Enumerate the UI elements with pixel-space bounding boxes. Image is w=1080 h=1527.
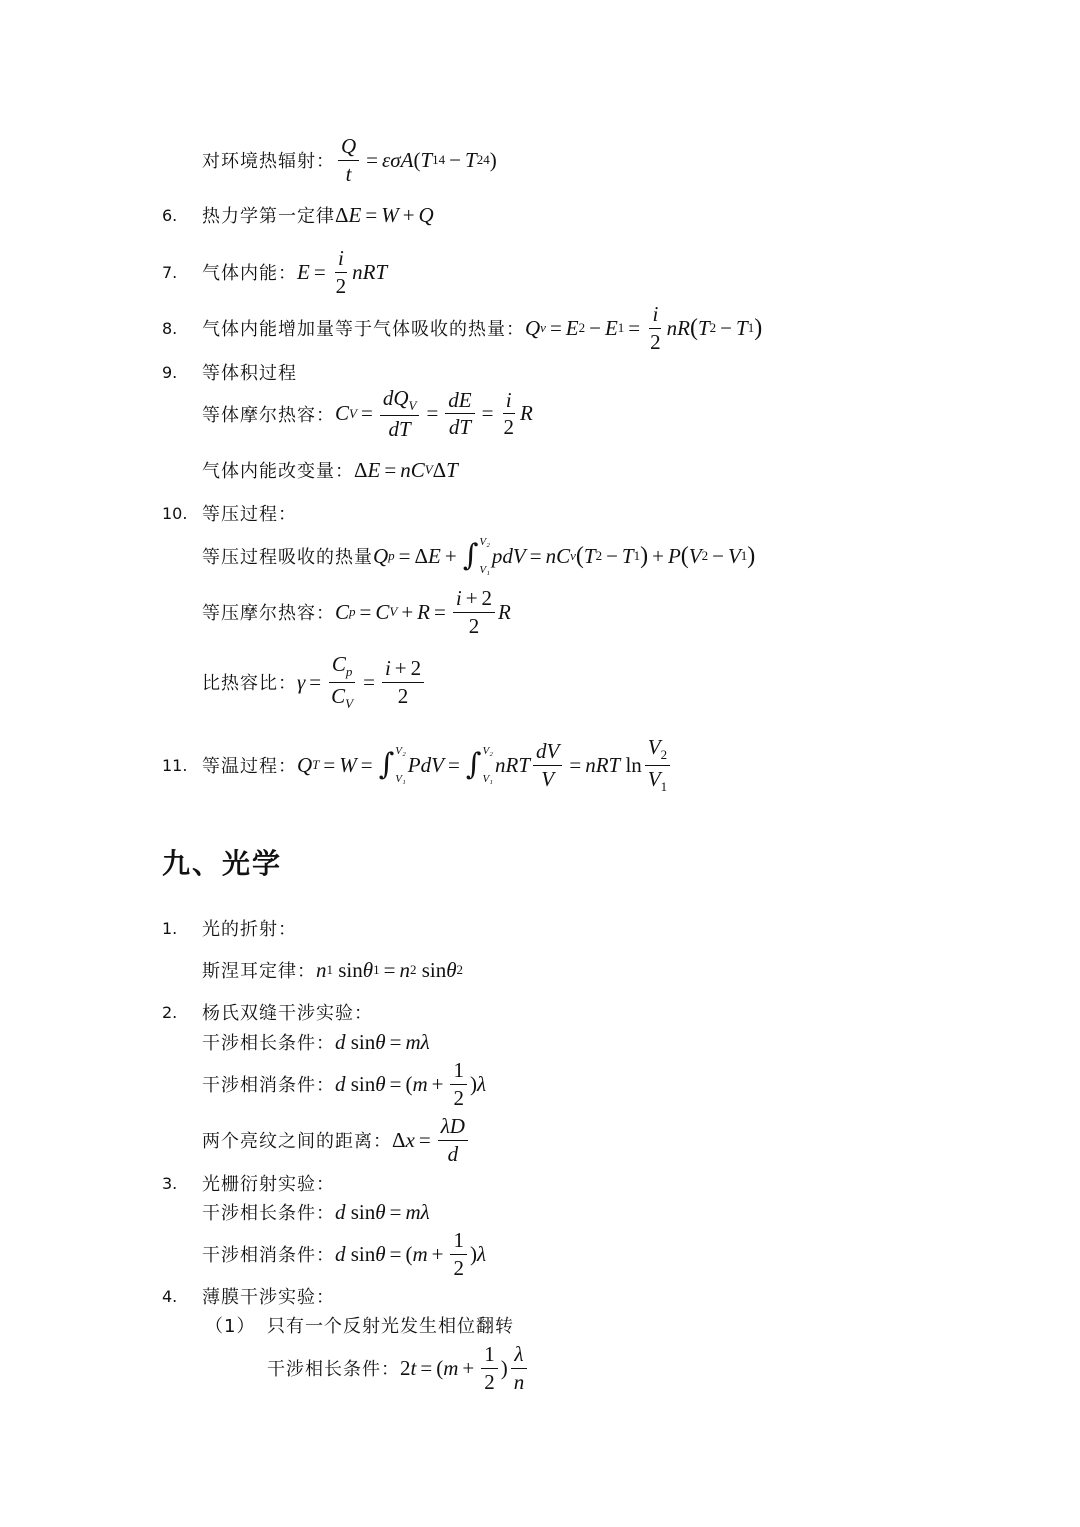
item-number: 10.: [162, 503, 188, 523]
optics-item-1-label: 光的折射：: [202, 919, 297, 940]
item-number: 3.: [162, 1173, 178, 1193]
snell-label: 斯涅耳定律：: [202, 961, 316, 982]
isobaric-molar-line: [202, 582, 511, 642]
thin-film-constructive-label: 干涉相长条件：: [267, 1359, 400, 1380]
thin-film-constructive-line: [267, 1338, 530, 1398]
young-constructive-formula: d sin θ = mλ: [335, 1029, 430, 1054]
young-destructive-line: [202, 1054, 486, 1114]
isochoric-molar-label: 等体摩尔热容：: [202, 405, 335, 426]
qp-formula: Q p = Δ E + ∫ V₂ V₁ pdV = nC v ( T 2 − T 1 ) + P ( V 2 − V 1 ): [373, 536, 756, 576]
item-7: [0, 242, 1080, 302]
optics-item-2-label: 杨氏双缝干涉实验：: [202, 1003, 373, 1024]
heat-absorbed-formula: Q v = E 2 − E 1 = $\frac{i}{2}$ nR ( T 2 − T 1 ): [525, 302, 763, 354]
snell-formula: n 1 sin θ 1 = n 2 sin θ 2: [316, 957, 464, 982]
optics-item-3: [0, 1153, 1080, 1213]
item-number: 2.: [162, 1002, 178, 1022]
item-number: 11.: [162, 755, 188, 775]
radiation-formula: $\frac{Q}{t}$ = εσA ( T 1 4 − T 2 4 ): [335, 134, 497, 185]
item-11: [0, 735, 1080, 795]
item-6: [0, 185, 1080, 245]
optics-item-2: [0, 982, 1080, 1042]
heat-ratio-label: 比热容比：: [202, 673, 297, 694]
item-11-label: 等温过程：: [202, 756, 297, 777]
young-constructive-label: 干涉相长条件：: [202, 1033, 335, 1054]
optics-item-4-label: 薄膜干涉实验：: [202, 1287, 335, 1308]
section-heading-optics: 九、光学: [162, 847, 283, 880]
internal-energy-formula: E = $\frac{i}{2}$ nRT: [297, 246, 388, 298]
item-8-label: 气体内能增加量等于气体吸收的热量：: [202, 319, 525, 340]
optics-item-1: [0, 898, 1080, 958]
thin-film-sub1-label: 只有一个反射光发生相位翻转: [267, 1316, 514, 1337]
heat-ratio-line: [202, 652, 427, 712]
item-number: 8.: [162, 318, 178, 338]
gamma-formula: γ = $\frac{C_p}{C_V}$ = $\frac{i + 2}{2}$: [297, 652, 427, 711]
thin-film-constructive-formula: 2 t = ( m + $\frac{1}{2}$ ) $\frac{\lambda}{n}$: [400, 1342, 530, 1393]
first-law-formula: Δ E = W + Q: [335, 202, 434, 227]
grating-destructive-formula: d sin θ = ( m + $\frac{1}{2}$ ) λ: [335, 1228, 487, 1280]
item-number: 4.: [162, 1286, 178, 1306]
item-9: [0, 342, 1080, 402]
isobaric-molar-label: 等压摩尔热容：: [202, 603, 335, 624]
radiation-label: 对环境热辐射：: [202, 151, 335, 172]
item-number: 1.: [162, 918, 178, 938]
cp-formula: C p = C V + R = $\frac{i + 2}{2}$ R: [335, 586, 511, 638]
item-number: 6.: [162, 205, 178, 225]
young-destructive-formula: d sin θ = ( m + $\frac{1}{2}$ ) λ: [335, 1058, 487, 1110]
item-10-label: 等压过程：: [202, 504, 297, 525]
cv-formula: C V = $\frac{dQ_V}{dT}$ = $\frac{dE}{dT}$ = $\frac{i}{2}$ R: [335, 386, 533, 442]
isobaric-heat-line: [202, 526, 755, 586]
item-9-label: 等体积过程: [202, 363, 297, 384]
fringe-spacing-formula: Δ x = $\frac{\lambda D}{d}$: [392, 1114, 471, 1165]
isochoric-energy-label: 气体内能改变量：: [202, 461, 354, 482]
delta-e-formula: Δ E = nC V Δ T: [354, 457, 458, 482]
item-number: 7.: [162, 262, 178, 282]
radiation-line: [202, 130, 497, 190]
isochoric-molar-line: [202, 384, 533, 444]
young-destructive-label: 干涉相消条件：: [202, 1075, 335, 1096]
item-number: 9.: [162, 362, 178, 382]
grating-constructive-formula: d sin θ = mλ: [335, 1199, 430, 1224]
grating-constructive-label: 干涉相长条件：: [202, 1203, 335, 1224]
sub-item-number: （1）: [205, 1316, 256, 1337]
fringe-spacing-label: 两个亮纹之间的距离：: [202, 1131, 392, 1152]
optics-item-4: [0, 1266, 1080, 1326]
optics-item-3-label: 光栅衍射实验：: [202, 1174, 335, 1195]
isothermal-formula: Q T = W = ∫ V₂ V₁ PdV = ∫ V₂ V₁ nRT $\frac{dV}{V}$ = nRT ln $\frac{V_2}{V_1}$: [297, 735, 673, 794]
item-6-label: 热力学第一定律: [202, 206, 335, 227]
grating-destructive-label: 干涉相消条件：: [202, 1245, 335, 1266]
isobaric-heat-label: 等压过程吸收的热量: [202, 547, 373, 568]
item-7-label: 气体内能：: [202, 263, 297, 284]
